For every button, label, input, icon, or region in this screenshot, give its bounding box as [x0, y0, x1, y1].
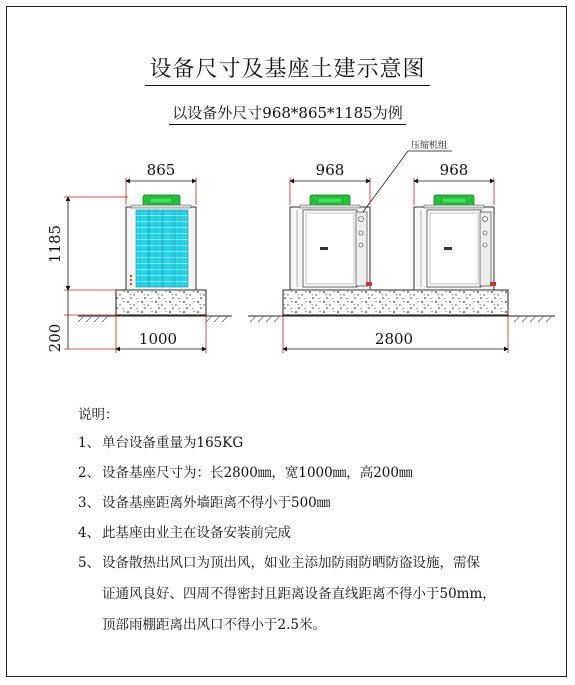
notes-heading: 说明： [78, 407, 119, 423]
front-view [248, 139, 555, 353]
note-item [78, 494, 548, 513]
note-item [78, 524, 548, 543]
dim-side-width-label: 865 [146, 161, 176, 179]
dim-front-width-1-label: 968 [315, 161, 345, 179]
dim-base-height [64, 290, 116, 349]
compressor-label: 压缩机组 [411, 141, 448, 151]
dim-base-depth-label: 1000 [138, 330, 178, 348]
fan-icon [131, 195, 191, 208]
ground-hatch [78, 316, 228, 322]
note-number: 3、 [78, 495, 101, 511]
note-text: 设备散热出风口为顶出风，如业主添加防雨防晒防盗设施，需保 [102, 555, 480, 571]
note-item [78, 554, 548, 635]
note-text: 单台设备重量为165KG [102, 435, 244, 451]
side-view [46, 161, 232, 353]
unit-front-1 [290, 195, 372, 290]
note-text: 顶部雨棚距离出风口不得小于2.5米。 [102, 617, 326, 633]
unit-front-2 [414, 195, 496, 290]
dim-front-width-2-label: 968 [439, 161, 469, 179]
note-text: 设备基座距离外墙距离不得小于500㎜ [102, 495, 331, 511]
note-text: 证通风良好、四周不得密封且距离设备直线距离不得小于50mm， [102, 586, 496, 602]
note-item [78, 464, 548, 483]
fan-icon [300, 195, 360, 208]
concrete-base-front [283, 290, 508, 315]
note-text: 设备基座尺寸为：长2800㎜，宽1000㎜，高200㎜ [102, 465, 413, 481]
notes-section [78, 403, 548, 646]
dim-side-height [64, 197, 128, 290]
page-title: 设备尺寸及基座土建示意图 [0, 52, 575, 83]
concrete-base [116, 290, 206, 315]
note-number: 4、 [78, 525, 101, 541]
note-text: 此基座由业主在设备安装前完成 [102, 525, 291, 541]
fan-icon [424, 195, 484, 208]
dim-base-height-label: 200 [46, 323, 64, 353]
note-number: 1、 [78, 435, 101, 451]
note-item [78, 434, 548, 453]
page-subtitle: 以设备外尺寸968*865*1185为例 [0, 102, 575, 123]
note-number: 5、 [78, 555, 101, 571]
dim-base-length-label: 2800 [374, 330, 414, 348]
note-number: 2、 [78, 465, 101, 481]
dim-side-height-label: 1185 [46, 224, 64, 264]
